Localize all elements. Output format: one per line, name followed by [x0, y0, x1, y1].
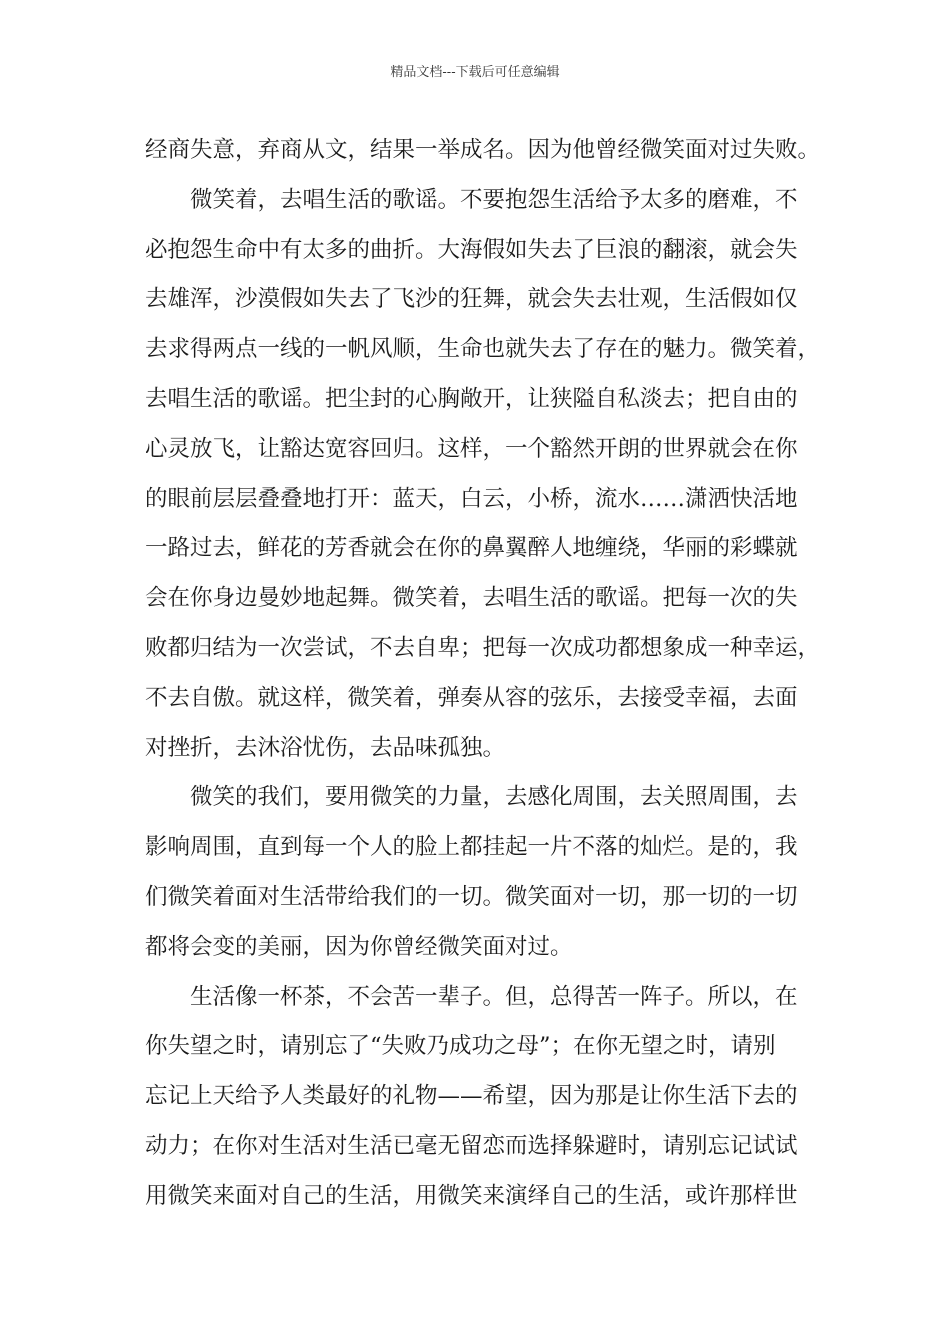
text-line: 去求得两点一线的一帆风顺，生命也就失去了存在的魅力。微笑着， — [145, 336, 820, 363]
text-line: 生活像一杯茶，不会苦一辈子。但，总得苦一阵子。所以，在 — [190, 983, 798, 1010]
text-line: 用微笑来面对自己的生活，用微笑来演绎自己的生活，或许那样世 — [145, 1182, 798, 1209]
text-line: 会在你身边曼妙地起舞。微笑着，去唱生活的歌谣。把每一次的失 — [145, 585, 798, 612]
text-line: 你失望之时，请别忘了“失败乃成功之母”；在你无望之时，请别 — [145, 1033, 776, 1060]
text-line: 影响周围，直到每一个人的脸上都挂起一片不落的灿烂。是的，我 — [145, 834, 798, 861]
text-line: 去雄浑，沙漠假如失去了飞沙的狂舞，就会失去壮观，生活假如仅 — [145, 286, 798, 313]
text-line: 心灵放飞，让豁达宽容回归。这样，一个豁然开朗的世界就会在你 — [145, 435, 798, 462]
text-line: 败都归结为一次尝试，不去自卑；把每一次成功都想象成一种幸运， — [145, 634, 820, 661]
paragraph — [145, 126, 820, 176]
text-line: 经商失意，弃商从文，结果一举成名。因为他曾经微笑面对过失败。 — [145, 137, 820, 163]
document-body — [145, 126, 820, 1222]
text-line: 们微笑着面对生活带给我们的一切。微笑面对一切，那一切的一切 — [145, 883, 798, 910]
paragraph — [145, 176, 820, 774]
text-line: 必抱怨生命中有太多的曲折。大海假如失去了巨浪的翻滚，就会失 — [145, 236, 798, 263]
text-line: 微笑的我们，要用微笑的力量，去感化周围，去关照周围，去 — [190, 784, 798, 811]
paragraph — [145, 973, 820, 1222]
paragraph — [145, 773, 820, 972]
text-line: 都将会变的美丽，因为你曾经微笑面对过。 — [145, 933, 573, 960]
text-line: 微笑着，去唱生活的歌谣。不要抱怨生活给予太多的磨难，不 — [190, 186, 798, 213]
text-line: 忘记上天给予人类最好的礼物——希望，因为那是让你生活下去的 — [145, 1083, 798, 1110]
text-line: 不去自傲。就这样，微笑着，弹奏从容的弦乐，去接受幸福，去面 — [145, 684, 798, 711]
text-line: 一路过去，鲜花的芳香就会在你的鼻翼醉人地缠绕，华丽的彩蝶就 — [145, 535, 798, 562]
page-header: 精品文档---下载后可任意编辑 — [390, 65, 560, 80]
text-line: 对挫折，去沐浴忧伤，去品味孤独。 — [145, 734, 506, 761]
text-line: 动力；在你对生活对生活已毫无留恋而选择躲避时，请别忘记试试 — [145, 1132, 798, 1159]
text-line: 的眼前层层叠叠地打开：蓝天，白云，小桥，流水……潇洒快活地 — [145, 485, 798, 512]
text-line: 去唱生活的歌谣。把尘封的心胸敞开，让狭隘自私淡去；把自由的 — [145, 385, 798, 412]
